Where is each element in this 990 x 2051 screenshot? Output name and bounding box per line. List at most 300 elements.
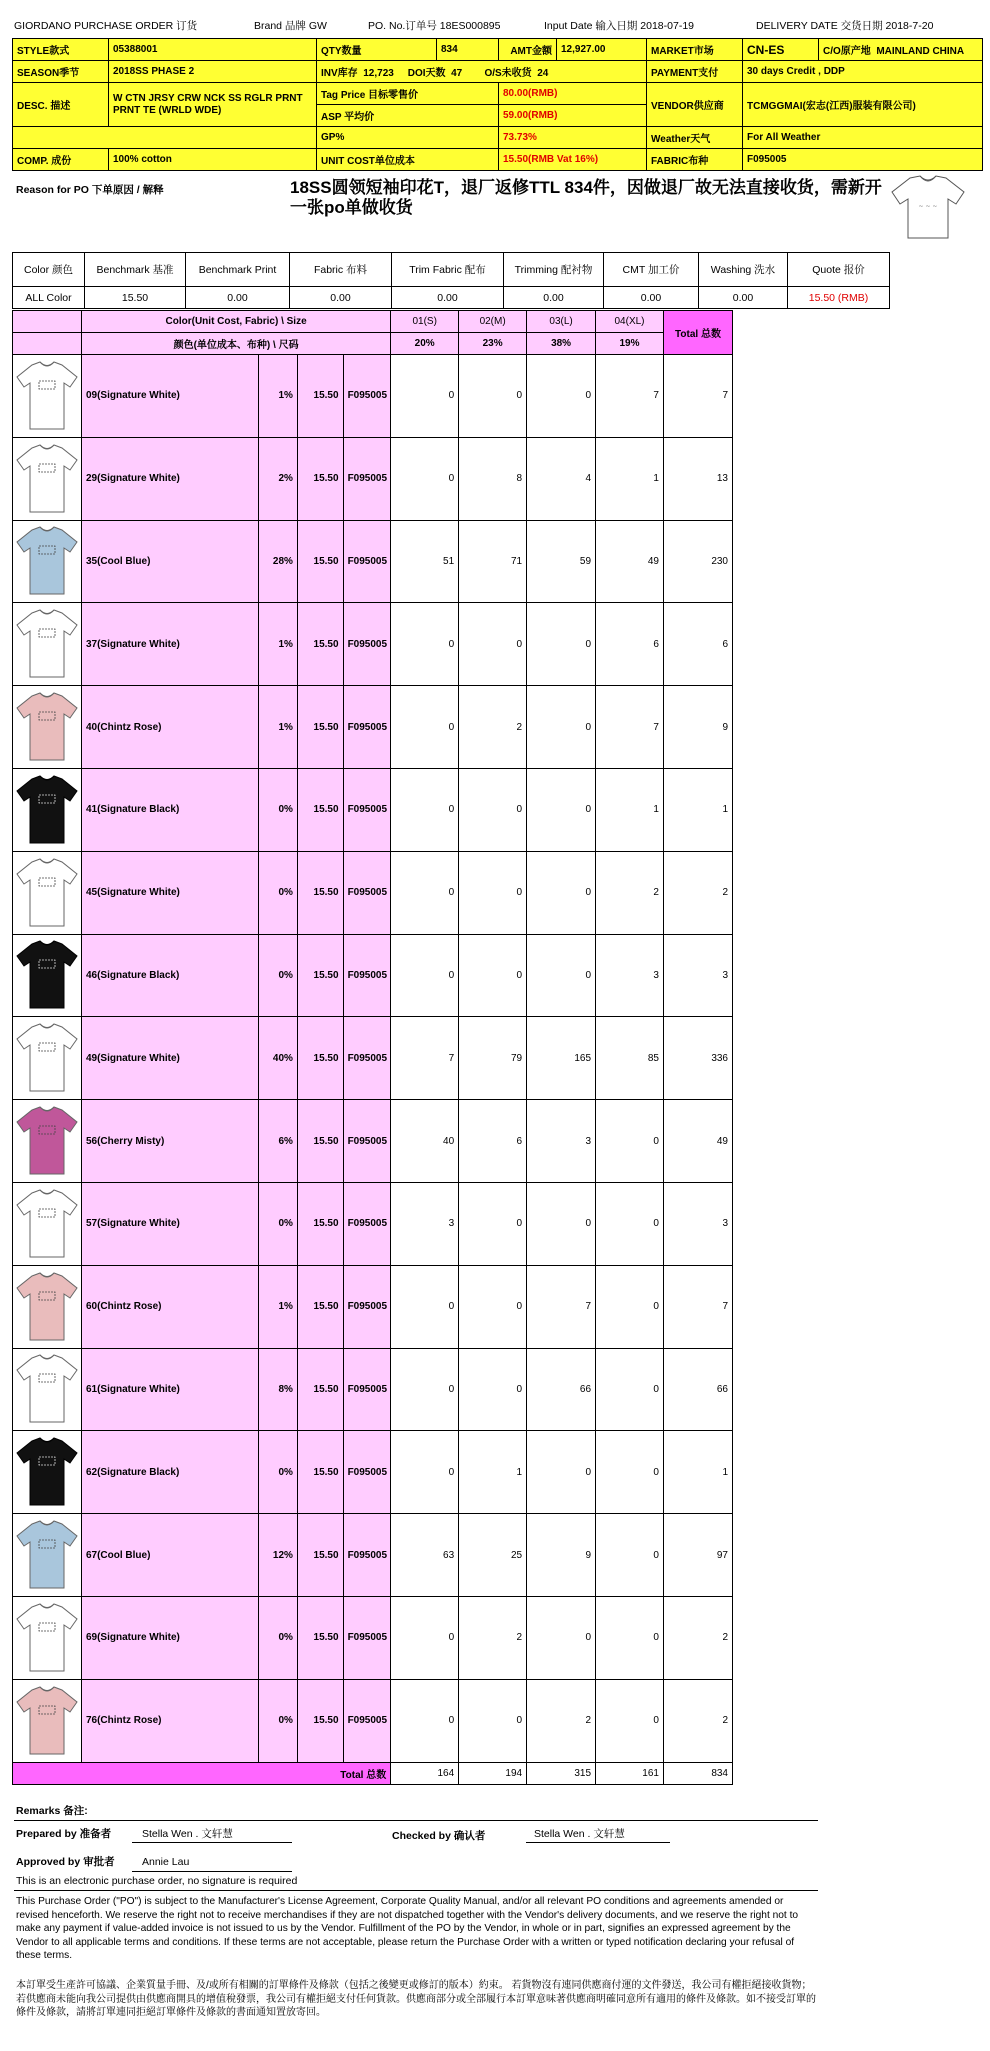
- row-pct: 0%: [259, 934, 298, 1017]
- tshirt-icon: [14, 359, 80, 433]
- grid-header-line1: Color(Unit Cost, Fabric) \ Size: [81, 311, 390, 333]
- qty-l: 7: [527, 1265, 596, 1348]
- size-pct-s: 20%: [391, 333, 459, 355]
- row-pct: 2%: [259, 437, 298, 520]
- tshirt-body: [17, 1190, 77, 1257]
- qty-m: 1: [459, 1431, 527, 1514]
- qty-xl: 3: [596, 934, 664, 1017]
- qty-s: 63: [391, 1514, 459, 1597]
- qty-m: 0: [459, 851, 527, 934]
- gp-value: 73.73%: [499, 127, 647, 149]
- qty-l: 66: [527, 1348, 596, 1431]
- row-pct: 12%: [259, 1514, 298, 1597]
- tshirt-body: [17, 693, 77, 760]
- benchmark-header: CMT 加工价: [604, 253, 699, 287]
- product-thumbnail: [13, 1017, 82, 1100]
- row-total: 1: [663, 768, 732, 851]
- qty-value: 834: [437, 39, 499, 61]
- qty-s: 0: [391, 686, 459, 769]
- tshirt-icon: [14, 1601, 80, 1675]
- fabric-label: FABRIC布种: [647, 149, 743, 171]
- row-cost: 15.50: [297, 1348, 343, 1431]
- table-row: [13, 768, 733, 851]
- row-fabric: F095005: [343, 1017, 391, 1100]
- qty-l: 59: [527, 520, 596, 603]
- table-row: [13, 1348, 733, 1431]
- total-m: 194: [459, 1762, 527, 1784]
- size-header-m: 02(M): [459, 311, 527, 333]
- tshirt-icon: [14, 1021, 80, 1095]
- row-pct: 40%: [259, 1017, 298, 1100]
- terms-chinese: 本訂單受生產許可協議、企業質量手冊、及/或所有相關的訂單條件及條款（包括之後變更或修訂的版本）約束。 若貨物沒有連同供應商付運的文件發送，我公司有權拒絕接收貨物；若供應商未能向我公司提供由供應商開具的增值稅發票，我公司有權拒絕支付任何貨款。供應商部分或全部履行本訂單意味著供應商明確同意所有適用的條件及條款。如不接受訂單的條件及條款，請將訂單連同拒絕訂單條件及條款的書面通知置放寄回。: [16, 1980, 816, 2018]
- reason-text: 18SS圆领短袖印花T，退厂返修TTL 834件，因做退厂故无法直接收货，需新开一张po单做收货: [290, 178, 882, 217]
- benchmark-table: [12, 252, 890, 309]
- benchmark-value: ALL Color: [13, 287, 85, 309]
- grand-total-label: Total 总数: [13, 1762, 391, 1784]
- row-cost: 15.50: [297, 437, 343, 520]
- tshirt-icon: [14, 607, 80, 681]
- qty-xl: 0: [596, 1596, 664, 1679]
- row-total: 7: [663, 1265, 732, 1348]
- doi-label: DOI天数: [407, 68, 446, 79]
- row-pct: 0%: [259, 1431, 298, 1514]
- fabric-value: F095005: [743, 149, 983, 171]
- benchmark-header: Benchmark 基准: [85, 253, 186, 287]
- size-header-s: 01(S): [391, 311, 459, 333]
- row-cost: 15.50: [297, 355, 343, 438]
- row-pct: 0%: [259, 1596, 298, 1679]
- qty-m: 0: [459, 768, 527, 851]
- qty-xl: 7: [596, 355, 664, 438]
- row-cost: 15.50: [297, 686, 343, 769]
- qty-xl: 49: [596, 520, 664, 603]
- row-fabric: F095005: [343, 437, 391, 520]
- qty-l: 4: [527, 437, 596, 520]
- qty-l: 0: [527, 934, 596, 1017]
- origin-value: MAINLAND CHINA: [876, 46, 965, 57]
- divider: [14, 1890, 818, 1891]
- comp-value: 100% cotton: [109, 149, 317, 171]
- table-row: [13, 520, 733, 603]
- approved-label: Approved by 审批者: [16, 1856, 115, 1868]
- size-pct-m: 23%: [459, 333, 527, 355]
- row-fabric: F095005: [343, 1182, 391, 1265]
- product-thumbnail: [13, 437, 82, 520]
- qty-l: 2: [527, 1679, 596, 1762]
- qty-m: 0: [459, 355, 527, 438]
- row-color: 41(Signature Black): [81, 768, 258, 851]
- tshirt-icon: [14, 1352, 80, 1426]
- tshirt-body: [17, 1521, 77, 1588]
- qty-m: 2: [459, 686, 527, 769]
- row-fabric: F095005: [343, 1100, 391, 1183]
- qty-s: 40: [391, 1100, 459, 1183]
- row-fabric: F095005: [343, 1679, 391, 1762]
- tag-label: Tag Price 目标零售价: [317, 83, 499, 105]
- row-total: 49: [663, 1100, 732, 1183]
- table-row: [13, 851, 733, 934]
- product-thumbnail: [13, 1348, 82, 1431]
- row-total: 66: [663, 1348, 732, 1431]
- tshirt-icon: [14, 442, 80, 516]
- vendor-label: VENDOR供应商: [647, 83, 743, 127]
- benchmark-header: Washing 洗水: [699, 253, 788, 287]
- comp-label: COMP. 成份: [13, 149, 109, 171]
- os-value: 24: [537, 68, 549, 79]
- tshirt-icon: [14, 690, 80, 764]
- season-value: 2018SS PHASE 2: [109, 61, 317, 83]
- row-pct: 6%: [259, 1100, 298, 1183]
- svg-text:~ ~ ~: ~ ~ ~: [918, 203, 938, 210]
- qty-m: 0: [459, 1348, 527, 1431]
- row-color: 09(Signature White): [81, 355, 258, 438]
- qty-l: 165: [527, 1017, 596, 1100]
- benchmark-value: 15.50 (RMB): [788, 287, 890, 309]
- qty-xl: 0: [596, 1431, 664, 1514]
- qty-m: 2: [459, 1596, 527, 1679]
- qty-s: 0: [391, 768, 459, 851]
- benchmark-header: Benchmark Print: [186, 253, 290, 287]
- qty-xl: 0: [596, 1182, 664, 1265]
- row-cost: 15.50: [297, 1431, 343, 1514]
- size-header-xl: 04(XL): [596, 311, 664, 333]
- qty-xl: 0: [596, 1100, 664, 1183]
- row-pct: 0%: [259, 768, 298, 851]
- qty-l: 9: [527, 1514, 596, 1597]
- prepared-label: Prepared by 准备者: [16, 1828, 112, 1840]
- inventory-cell: [317, 61, 647, 83]
- row-fabric: F095005: [343, 603, 391, 686]
- benchmark-value: 0.00: [186, 287, 290, 309]
- benchmark-value: 0.00: [699, 287, 788, 309]
- table-row: [13, 686, 733, 769]
- product-thumbnail: [13, 1514, 82, 1597]
- product-thumbnail: [13, 520, 82, 603]
- row-color: 57(Signature White): [81, 1182, 258, 1265]
- market-label: MARKET市场: [647, 39, 743, 61]
- qty-xl: 6: [596, 603, 664, 686]
- row-cost: 15.50: [297, 934, 343, 1017]
- row-total: 1: [663, 1431, 732, 1514]
- qty-s: 0: [391, 1679, 459, 1762]
- origin-label: C/O原产地: [823, 46, 871, 57]
- qty-l: 0: [527, 603, 596, 686]
- qty-s: 0: [391, 1348, 459, 1431]
- table-row: [13, 1100, 733, 1183]
- qty-xl: 85: [596, 1017, 664, 1100]
- reason-label: Reason for PO 下单原因 / 解释: [16, 184, 164, 196]
- row-color: 46(Signature Black): [81, 934, 258, 1017]
- qty-s: 3: [391, 1182, 459, 1265]
- tshirt-body: [17, 859, 77, 926]
- grand-total: 834: [663, 1762, 732, 1784]
- tshirt-body: [17, 1024, 77, 1091]
- terms-english: This Purchase Order ("PO") is subject to the Manufacturer's License Agreement, Corporate Quality Manual, and/or all relevant PO conditions and agreements amended or revised henceforth. We reserve the right not to receive merchandises if they are not dispatched together with the Vendor's delivery documents, and we reserve the right not to make any payment if value-added invoice is not issued to us by the Vendor. Fulfillment of the PO by the Vendor, in whole or in part, signifies an expressed agreement by the Vendor to all applicable terms and conditions. If these terms are not acceptable, please return the Purchase Order with a written or typed notification declaring your refusal of these terms.: [16, 1896, 799, 1961]
- doi-value: 47: [451, 68, 463, 79]
- qty-l: 0: [527, 1596, 596, 1679]
- tshirt-icon: [14, 856, 80, 930]
- row-total: 336: [663, 1017, 732, 1100]
- tshirt-icon: [14, 1187, 80, 1261]
- row-fabric: F095005: [343, 768, 391, 851]
- qty-m: 0: [459, 1182, 527, 1265]
- table-row: [13, 934, 733, 1017]
- product-thumbnail: [13, 1679, 82, 1762]
- benchmark-value: 0.00: [290, 287, 392, 309]
- qty-l: 0: [527, 1182, 596, 1265]
- qty-s: 0: [391, 1265, 459, 1348]
- product-thumbnail: [13, 686, 82, 769]
- row-color: 67(Cool Blue): [81, 1514, 258, 1597]
- tshirt-body: [17, 1355, 77, 1422]
- row-total: 6: [663, 603, 732, 686]
- qty-s: 0: [391, 851, 459, 934]
- remarks-label: Remarks 备注:: [16, 1805, 88, 1817]
- product-thumbnail: [13, 1100, 82, 1183]
- row-total: 3: [663, 934, 732, 1017]
- benchmark-header: Color 颜色: [13, 253, 85, 287]
- tag-value: 80.00(RMB): [499, 83, 647, 105]
- row-color: 45(Signature White): [81, 851, 258, 934]
- row-total: 2: [663, 851, 732, 934]
- prepared-line: [132, 1842, 292, 1843]
- qty-s: 0: [391, 355, 459, 438]
- table-row: [13, 1514, 733, 1597]
- benchmark-value: 0.00: [604, 287, 699, 309]
- checked-line: [526, 1842, 670, 1843]
- qty-xl: 7: [596, 686, 664, 769]
- row-color: 76(Chintz Rose): [81, 1679, 258, 1762]
- qty-s: 51: [391, 520, 459, 603]
- style-label: STYLE款式: [13, 39, 109, 61]
- qty-m: 0: [459, 934, 527, 1017]
- product-thumbnail: [13, 355, 82, 438]
- row-cost: 15.50: [297, 1514, 343, 1597]
- row-fabric: F095005: [343, 1596, 391, 1679]
- table-row: [13, 1679, 733, 1762]
- total-s: 164: [391, 1762, 459, 1784]
- qty-l: 0: [527, 1431, 596, 1514]
- row-color: 56(Cherry Misty): [81, 1100, 258, 1183]
- qty-m: 0: [459, 1679, 527, 1762]
- tshirt-body: [17, 610, 77, 677]
- row-fabric: F095005: [343, 1514, 391, 1597]
- tshirt-body: [17, 527, 77, 594]
- tshirt-body: [17, 776, 77, 843]
- row-pct: 0%: [259, 851, 298, 934]
- row-fabric: F095005: [343, 355, 391, 438]
- market-value: CN-ES: [743, 39, 819, 61]
- tshirt-body: [17, 941, 77, 1008]
- row-color: 49(Signature White): [81, 1017, 258, 1100]
- row-cost: 15.50: [297, 1182, 343, 1265]
- product-thumbnail: [13, 768, 82, 851]
- row-cost: 15.50: [297, 768, 343, 851]
- row-color: 40(Chintz Rose): [81, 686, 258, 769]
- qty-m: 6: [459, 1100, 527, 1183]
- table-row: [13, 1182, 733, 1265]
- os-label: O/S未收货: [484, 68, 532, 79]
- payment-value: 30 days Credit , DDP: [743, 61, 983, 83]
- product-thumbnail: [13, 934, 82, 1017]
- qty-s: 0: [391, 1431, 459, 1514]
- tshirt-body: [17, 1687, 77, 1754]
- row-total: 7: [663, 355, 732, 438]
- inv-label: INV库存: [321, 68, 358, 79]
- row-pct: 1%: [259, 603, 298, 686]
- row-cost: 15.50: [297, 1265, 343, 1348]
- row-total: 230: [663, 520, 732, 603]
- qty-xl: 1: [596, 437, 664, 520]
- qty-xl: 0: [596, 1514, 664, 1597]
- row-cost: 15.50: [297, 603, 343, 686]
- row-fabric: F095005: [343, 1431, 391, 1514]
- season-label: SEASON季节: [13, 61, 109, 83]
- size-pct-xl: 19%: [596, 333, 664, 355]
- table-row: [13, 1431, 733, 1514]
- qty-l: 0: [527, 686, 596, 769]
- row-cost: 15.50: [297, 1679, 343, 1762]
- unitcost-value: 15.50(RMB Vat 16%): [499, 149, 647, 171]
- input-date: Input Date 输入日期 2018-07-19: [544, 20, 694, 32]
- inv-value: 12,723: [363, 68, 394, 79]
- style-value: 05388001: [109, 39, 317, 61]
- qty-m: 79: [459, 1017, 527, 1100]
- weather-value: For All Weather: [743, 127, 983, 149]
- product-thumbnail: [13, 851, 82, 934]
- row-fabric: F095005: [343, 1348, 391, 1431]
- approved-line: [132, 1871, 292, 1872]
- row-total: 97: [663, 1514, 732, 1597]
- qty-xl: 0: [596, 1265, 664, 1348]
- electronic-note: This is an electronic purchase order, no signature is required: [16, 1875, 298, 1887]
- product-thumbnail: [13, 1431, 82, 1514]
- qty-label: QTY数量: [317, 39, 437, 61]
- qty-s: 0: [391, 603, 459, 686]
- po-number: PO. No.订单号 18ES000895: [368, 20, 501, 32]
- row-color: 37(Signature White): [81, 603, 258, 686]
- grid-corner: [13, 311, 82, 333]
- qty-s: 0: [391, 1596, 459, 1679]
- weather-label: Weather天气: [647, 127, 743, 149]
- product-thumbnail: [13, 603, 82, 686]
- tshirt-body: [17, 1438, 77, 1505]
- qty-xl: 2: [596, 851, 664, 934]
- row-pct: 8%: [259, 1348, 298, 1431]
- row-cost: 15.50: [297, 1017, 343, 1100]
- vendor-value: TCMGGMAI(宏志(江西)服装有限公司): [743, 83, 983, 127]
- row-pct: 1%: [259, 686, 298, 769]
- po-title: GIORDANO PURCHASE ORDER 订货: [14, 20, 198, 32]
- amt-label: AMT金额: [499, 39, 557, 61]
- table-row: [13, 1265, 733, 1348]
- tshirt-body: [17, 1604, 77, 1671]
- benchmark-header: Fabric 布料: [290, 253, 392, 287]
- row-cost: 15.50: [297, 851, 343, 934]
- row-pct: 1%: [259, 1265, 298, 1348]
- header-table: [12, 38, 983, 171]
- desc-label: DESC. 描述: [13, 83, 109, 127]
- table-row: [13, 437, 733, 520]
- product-thumbnail: [13, 1596, 82, 1679]
- tshirt-sketch-icon: [888, 172, 968, 242]
- row-fabric: F095005: [343, 520, 391, 603]
- row-pct: 1%: [259, 355, 298, 438]
- brand: Brand 品牌 GW: [254, 20, 327, 32]
- tshirt-body: [17, 445, 77, 512]
- row-fabric: F095005: [343, 1265, 391, 1348]
- qty-m: 0: [459, 1265, 527, 1348]
- empty-cell: [13, 127, 317, 149]
- order-grid: [12, 310, 733, 1785]
- total-l: 315: [527, 1762, 596, 1784]
- qty-l: 0: [527, 851, 596, 934]
- qty-m: 25: [459, 1514, 527, 1597]
- benchmark-value: 15.50: [85, 287, 186, 309]
- qty-s: 7: [391, 1017, 459, 1100]
- qty-xl: 0: [596, 1679, 664, 1762]
- row-total: 9: [663, 686, 732, 769]
- row-total: 2: [663, 1596, 732, 1679]
- product-thumbnail: [13, 1182, 82, 1265]
- checked-label: Checked by 确认者: [392, 1830, 486, 1842]
- asp-value: 59.00(RMB): [499, 105, 647, 127]
- qty-m: 71: [459, 520, 527, 603]
- qty-m: 0: [459, 603, 527, 686]
- prepared-value: Stella Wen . 文轩慧: [142, 1828, 233, 1840]
- row-color: 35(Cool Blue): [81, 520, 258, 603]
- row-fabric: F095005: [343, 686, 391, 769]
- unitcost-label: UNIT COST单位成本: [317, 149, 499, 171]
- row-cost: 15.50: [297, 1596, 343, 1679]
- row-pct: 28%: [259, 520, 298, 603]
- benchmark-header: Trimming 配衬物: [504, 253, 604, 287]
- row-pct: 0%: [259, 1679, 298, 1762]
- qty-l: 0: [527, 355, 596, 438]
- row-total: 2: [663, 1679, 732, 1762]
- asp-label: ASP 平均价: [317, 105, 499, 127]
- total-xl: 161: [596, 1762, 664, 1784]
- tshirt-icon: [14, 524, 80, 598]
- benchmark-header: Quote 报价: [788, 253, 890, 287]
- qty-l: 0: [527, 768, 596, 851]
- row-color: 69(Signature White): [81, 1596, 258, 1679]
- tshirt-icon: [14, 1518, 80, 1592]
- row-total: 13: [663, 437, 732, 520]
- payment-label: PAYMENT支付: [647, 61, 743, 83]
- checked-value: Stella Wen . 文轩慧: [534, 1828, 625, 1840]
- qty-xl: 0: [596, 1348, 664, 1431]
- tshirt-body: [17, 1107, 77, 1174]
- table-row: [13, 1017, 733, 1100]
- row-color: 60(Chintz Rose): [81, 1265, 258, 1348]
- qty-s: 0: [391, 934, 459, 1017]
- approved-value: Annie Lau: [142, 1856, 190, 1868]
- size-header-l: 03(L): [527, 311, 596, 333]
- row-fabric: F095005: [343, 934, 391, 1017]
- row-total: 3: [663, 1182, 732, 1265]
- tshirt-body: [17, 362, 77, 429]
- grid-corner-2: [13, 333, 82, 355]
- row-color: 62(Signature Black): [81, 1431, 258, 1514]
- amt-value: 12,927.00: [557, 39, 647, 61]
- qty-m: 8: [459, 437, 527, 520]
- row-cost: 15.50: [297, 520, 343, 603]
- row-color: 61(Signature White): [81, 1348, 258, 1431]
- divider: [14, 1820, 818, 1821]
- tshirt-icon: [14, 773, 80, 847]
- title-bar: [14, 18, 974, 34]
